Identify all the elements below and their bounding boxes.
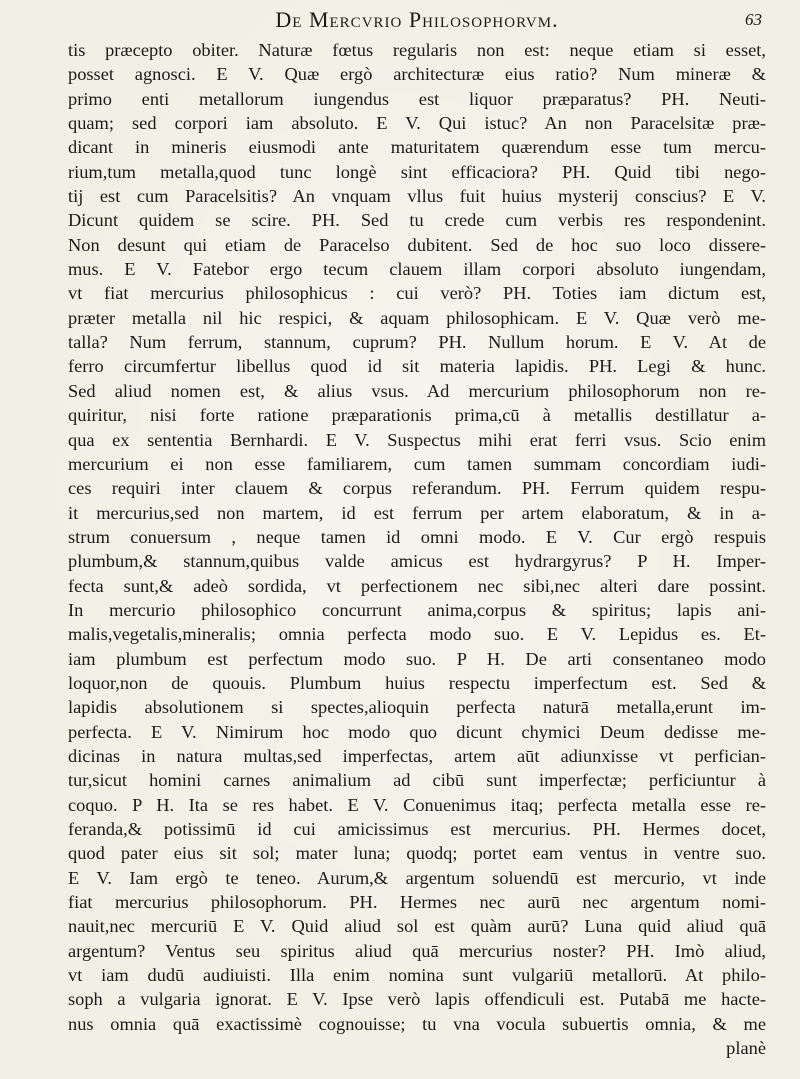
text-line: lapidis absolutionem si spectes,alioquin perfecta naturā metalla,erunt im-: [68, 697, 766, 718]
text-line: coquo. P H. Ita se res habet. E V. Conuenimus itaq; perfecta metalla esse re-: [68, 794, 766, 815]
text-line: fecta sunt,& adeò sordida, vt perfectionem nec sibi,nec alteri dare possint.: [68, 575, 766, 596]
page-header: [68, 6, 766, 34]
text-line: mercurium ei non esse familiarem, cum tamen summam concordiam iudi-: [68, 453, 766, 474]
text-line: E V. Iam ergò te teneo. Aurum,& argentum soluendū est mercurio, vt inde: [68, 867, 766, 888]
text-line: dicinas in natura multas,sed imperfectas, artem aūt adiunxisse vt perfician-: [68, 745, 766, 766]
text-line: mus. E V. Fatebor ergo tecum clauem illam corpori absoluto iungendam,: [68, 259, 766, 280]
text-line: ces requiri inter clauem & corpus referandum. PH. Ferrum quidem respu-: [68, 478, 766, 499]
text-line: fiat mercurius philosophorum. PH. Hermes nec aurū nec argentum nomi-: [68, 892, 766, 913]
text-line: vt fiat mercurius philosophicus : cui verò? PH. Toties iam dictum est,: [68, 283, 766, 304]
text-line: quam; sed corpori iam absoluto. E V. Qui istuc? An non Paracelsitæ præ-: [68, 113, 766, 134]
body-text: [68, 38, 766, 1060]
text-line: In mercurio philosophico concurrunt anima,corpus & spiritus; lapis ani-: [68, 599, 766, 620]
page-number: 63: [745, 10, 762, 29]
text-line: posset agnosci. E V. Quæ ergò architecturæ eius ratio? Num mineræ &: [68, 64, 766, 85]
text-line: dicant in mineris eiusmodi ante maturitatem quærendum esse tum mercu-: [68, 137, 766, 158]
text-line: perfecta. E V. Nimirum hoc modo quo dicunt chymici Deum dedisse me-: [68, 721, 766, 742]
text-line: tij est cum Paracelsitis? An vnquam vllus fuit huius mysterij conscius? E V.: [68, 186, 766, 207]
text-line: Sed aliud nomen est, & alius vsus. Ad mercurium philosophorum non re-: [68, 380, 766, 401]
text-line: nus omnia quā exactissimè cognouisse; tu vna vocula subuertis omnia, & me: [68, 1013, 766, 1034]
text-line: plumbum,& stannum,quibus valde amicus est hydrargyrus? P H. Imper-: [68, 551, 766, 572]
text-line: Non desunt qui etiam de Paracelso dubitent. Sed de hoc suo loco dissere-: [68, 234, 766, 255]
text-line: ferro circumfertur libellus quod id sit materia lapidis. PH. Legi & hunc.: [68, 356, 766, 377]
text-line: planè: [726, 1038, 766, 1059]
text-line: malis,vegetalis,mineralis; omnia perfecta modo suo. E V. Lepidus es. Et-: [68, 624, 766, 645]
running-title: De Mercvrio Philosophorvm.: [275, 7, 559, 32]
text-line: argentum? Ventus seu spiritus aliud quā mercurius noster? PH. Imò aliud,: [68, 940, 766, 961]
text-line: soph a vulgaria ignorat. E V. Ipse verò lapis offendiculi est. Putabā me hacte-: [68, 989, 766, 1010]
text-line: talla? Num ferrum, stannum, cuprum? PH. Nullum horum. E V. At de: [68, 332, 766, 353]
text-line: tur,sicut homini carnes animalium ad cibū sunt imperfectæ; perficiuntur à: [68, 770, 766, 791]
text-line: quod pater eius sit sol; mater luna; quodq; portet eam ventus in ventre suo.: [68, 843, 766, 864]
text-line: feranda,& potissimū id cui amicissimus est mercurius. PH. Hermes docet,: [68, 819, 766, 839]
text-line: it mercurius,sed non martem, id est ferrum per artem elaboratum, & in a-: [68, 502, 766, 523]
text-line: præter metalla nil hic respici, & aquam philosophicam. E V. Quæ verò me-: [68, 307, 766, 328]
text-line: loquor,non de quouis. Plumbum huius respectu imperfectum est. Sed &: [68, 672, 766, 693]
text-line: Dicunt quidem se scire. PH. Sed tu crede cum verbis res respondenint.: [68, 210, 766, 231]
text-line: rium,tum metalla,quod tunc longè sint efficaciora? PH. Quid tibi nego-: [68, 161, 766, 182]
text-line: iam plumbum est perfectum modo suo. P H. De arti consentaneo modo: [68, 648, 766, 669]
text-line: nauit,nec mercuriū E V. Quid aliud sol est quàm aurū? Luna quid aliud quā: [68, 916, 766, 937]
text-line: quiritur, nisi forte ratione præparationis prima,cū à metallis destillatur a-: [68, 405, 766, 426]
text-line: qua ex sententia Bernhardi. E V. Suspectus mihi erat ferri vsus. Scio enim: [68, 429, 766, 450]
text-line: tis præcepto obiter. Naturæ fœtus regularis non est: neque etiam si esset,: [68, 40, 766, 60]
text-line: strum conuersum , neque tamen id omni modo. E V. Cur ergò respuis: [68, 526, 766, 547]
text-line: primo enti metallorum iungendus est liquor præparatus? PH. Neuti-: [68, 88, 766, 109]
text-line: vt iam dudū audiuisti. Illa enim nomina sunt vulgariū metallorū. At philo-: [68, 965, 766, 986]
